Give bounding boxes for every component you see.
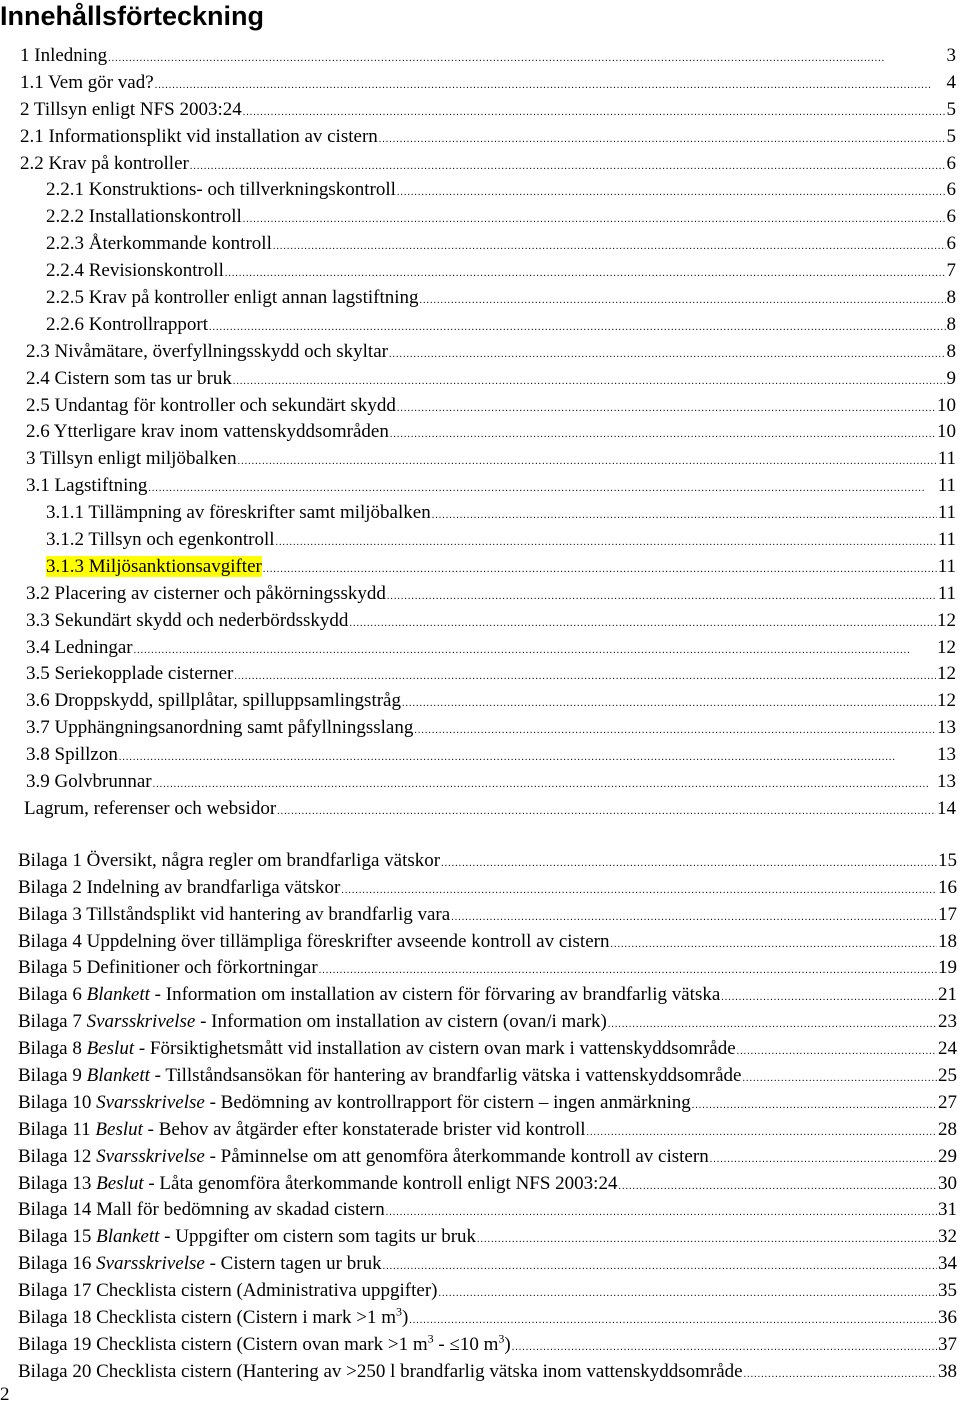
toc-entry[interactable] [0,635,960,662]
toc-entry[interactable] [0,500,960,527]
appendix-title-rest: - Uppgifter om cistern som tagits ur bruk [159,1226,477,1248]
appendix-entry[interactable] [0,875,960,902]
dot-leader [387,584,937,608]
toc-entry-page: 10 [937,394,956,416]
dot-leader [432,503,937,527]
appendix-entry[interactable] [0,1359,960,1386]
toc-entry-page: 12 [937,663,956,685]
toc-entry[interactable] [0,177,960,204]
appendix-doc-type: Svarsskrivelse [96,1145,205,1167]
toc-entry-page: 12 [937,609,956,631]
toc-entry-page: 13 [937,771,956,793]
toc-entry[interactable] [0,231,960,258]
toc-entry[interactable] [0,769,960,796]
appendix-title [18,1144,709,1171]
toc-entry-title: 3.6 Droppskydd, spillplåtar, spilluppsamlingstråg [26,690,401,712]
toc-entry[interactable] [0,581,960,608]
dot-leader [610,932,937,956]
appendix-page: 19 [938,957,957,979]
toc-entry[interactable] [0,151,960,178]
toc-entry-title: 2.2.3 Återkommande kontroll [46,233,272,255]
page-title: Innehållsförteckning [0,1,265,31]
toc-entry-page: 11 [937,582,956,604]
toc-entry-page: 8 [946,287,956,309]
appendix-entry[interactable] [0,848,960,875]
appendix-title [18,1063,741,1090]
toc-entry-title: 2.5 Undantag för kontroller och sekundärt skydd [26,394,396,416]
superscript: 3 [498,1331,505,1346]
toc-entry[interactable] [0,70,960,97]
toc-entry[interactable] [0,419,960,446]
appendix-title [18,1171,617,1198]
appendix-entry[interactable] [0,1009,960,1036]
toc-entry-page: 12 [937,636,956,658]
appendix-title [18,1197,385,1224]
dot-leader [389,342,946,366]
appendix-page: 38 [938,1360,957,1382]
appendix-title [18,1278,437,1305]
dot-leader [134,638,936,662]
toc-entry-title: 2.4 Cistern som tas ur bruk [26,367,232,389]
dot-leader [710,1147,937,1171]
appendix-entry[interactable] [0,1171,960,1198]
dot-leader [692,1093,937,1117]
appendix-entry[interactable] [0,1117,960,1144]
toc-entry-title: 3.9 Golvbrunnar [26,771,152,793]
toc-entry-page: 8 [946,313,956,335]
toc-entry[interactable] [0,446,960,473]
appendix-title-rest: - Påminnelse om att genomföra återkommande kontroll av cistern [204,1145,709,1167]
dot-leader [409,1308,937,1332]
appendix-title [18,875,340,902]
appendix-entry[interactable] [0,929,960,956]
appendix-title-rest: - Cistern tagen ur bruk [204,1253,382,1275]
appendix-title-prefix: Bilaga 15 [18,1226,97,1248]
appendix-title-prefix: Bilaga 17 Checklista cistern (Administrativa uppgifter) [18,1280,438,1302]
dot-leader [108,46,945,70]
appendix-title-prefix: Bilaga 12 [18,1145,97,1167]
toc-entry[interactable] [0,124,960,151]
dot-leader [277,799,936,823]
toc-entry-title: 3.4 Ledningar [26,636,133,658]
dot-leader [441,851,937,875]
appendix-title-prefix: Bilaga 19 Checklista cistern (Cistern ovan mark >1 m [18,1333,428,1355]
toc-entry-page: 10 [937,421,956,443]
toc-entry[interactable] [0,715,960,742]
toc-entry[interactable] [0,97,960,124]
toc-entry[interactable] [0,312,960,339]
toc-entry-title: 3.8 Spillzon [26,744,118,766]
dot-leader [349,611,936,635]
appendix-page: 16 [938,876,957,898]
toc-entry-title: 2 Tillsyn enligt NFS 2003:24 [20,98,242,120]
appendix-doc-type: Blankett [96,1226,160,1248]
toc-entry-page: 6 [946,152,956,174]
appendix-entry[interactable] [0,1224,960,1251]
appendix-title-prefix: Bilaga 6 [18,984,87,1006]
appendix-entry[interactable] [0,1305,960,1332]
dot-leader [238,449,937,473]
dot-leader [190,154,946,178]
toc-entry-title: 2.2.5 Krav på kontroller enligt annan lagstiftning [46,287,419,309]
appendix-title-prefix: Bilaga 1 Översikt, några regler om brandfarliga vätskor [18,849,441,871]
appendix-page: 25 [938,1064,957,1086]
appendix-entry[interactable] [0,982,960,1009]
appendix-page: 15 [938,849,957,871]
appendix-doc-type: Svarsskrivelse [86,1011,196,1033]
toc-entry-page: 11 [937,555,956,577]
appendix-title-prefix: Bilaga 3 Tillståndsplikt vid hantering av brandfarlig vara [18,903,451,925]
toc-entry-title: 3.5 Seriekopplade cisterner [26,663,234,685]
dot-leader [234,664,936,688]
appendix-page: 28 [938,1118,957,1140]
appendix-title [18,1117,586,1144]
appendix-title [18,982,720,1009]
appendix-title-tail: - ≤10 m [433,1333,499,1355]
appendix-doc-type: Blankett [86,984,150,1006]
appendix-title [18,1036,736,1063]
toc-entry-title: 2.3 Nivåmätare, överfyllningsskydd och skyltar [26,340,388,362]
toc-entry-page: 14 [937,797,956,819]
dot-leader [587,1120,937,1144]
dot-leader [420,288,946,312]
toc-entry-page: 7 [946,260,956,282]
toc-entry-page: 6 [946,206,956,228]
appendix-title-rest: - Tillståndsansökan för hantering av brandfarlig vätska i vattenskyddsområde [149,1064,742,1086]
dot-leader [608,1012,937,1036]
toc-entry-page: 13 [937,717,956,739]
toc-entry-page: 6 [946,233,956,255]
appendix-entry[interactable] [0,1278,960,1305]
appendix-title-prefix: Bilaga 16 [18,1253,97,1275]
appendix-page: 31 [938,1199,957,1221]
appendix-doc-type: Svarsskrivelse [96,1091,205,1113]
toc-entry-title: 2.2.4 Revisionskontroll [46,260,224,282]
superscript: 3 [427,1331,434,1346]
appendix-page: 27 [938,1091,957,1113]
appendix-page: 23 [938,1011,957,1033]
appendix-title [18,955,318,982]
appendix-doc-type: Beslut [95,1118,143,1140]
dot-leader [273,234,946,258]
appendix-entry[interactable] [0,1144,960,1171]
dot-leader [119,745,936,769]
toc-entry-page: 5 [946,125,956,147]
toc-entry-title: 3.2 Placering av cisterner och påkörningsskydd [26,582,386,604]
section-gap [0,823,960,848]
appendix-title-prefix: Bilaga 20 Checklista cistern (Hantering av >250 l brandfarlig vätska inom vattenskyddsområde [18,1360,743,1382]
dot-leader [742,1066,937,1090]
dot-leader [225,261,946,285]
appendix-title-rest: - Låta genomföra återkommande kontroll enligt NFS 2003:24 [143,1172,618,1194]
appendix-title-prefix: Bilaga 13 [18,1172,97,1194]
toc-entry[interactable] [0,688,960,715]
appendix-entry[interactable] [0,1090,960,1117]
appendix-entry[interactable] [0,1036,960,1063]
toc-entry[interactable] [0,608,960,635]
appendix-doc-type: Blankett [86,1064,150,1086]
appendix-title [18,1224,476,1251]
appendix-page: 34 [938,1253,957,1275]
toc-entry[interactable] [0,554,960,581]
dot-leader [386,1200,937,1224]
appendix-entry[interactable] [0,955,960,982]
dot-leader [233,369,946,393]
appendix-doc-type: Beslut [96,1172,144,1194]
toc-entry-title: 2.2.2 Installationskontroll [46,206,242,228]
toc-entry[interactable] [0,742,960,769]
appendix-title [18,1009,607,1036]
appendix-title-prefix: Bilaga 10 [18,1091,97,1113]
toc-entry[interactable] [0,796,960,823]
dot-leader [414,718,936,742]
toc-entry[interactable] [0,366,960,393]
toc-entry-title: 2.2.1 Konstruktions- och tillverkningskontroll [46,179,396,201]
toc-entry-page: 3 [946,45,956,66]
appendix-title-rest: - Information om installation av cistern för förvaring av brandfarlig vätska [149,984,721,1006]
toc-entry-title: 3 Tillsyn enligt miljöbalken [26,448,237,470]
toc-entry-title: 3.1.1 Tillämpning av föreskrifter samt miljöbalken [46,502,431,524]
toc-entry-title: 2.6 Ytterligare krav inom vattenskyddsområden [26,421,389,443]
dot-leader [451,905,937,929]
page-number: 2 [0,1384,10,1405]
toc-entry-page: 9 [946,367,956,389]
dot-leader [618,1174,937,1198]
toc-entry-title: 3.7 Upphängningsanordning samt påfyllningsslang [26,717,414,739]
appendix-entry[interactable] [0,1332,960,1359]
superscript: 3 [395,1304,402,1319]
dot-leader [341,878,937,902]
toc-entry-page: 11 [937,529,956,551]
toc-entry-title: 3.3 Sekundärt skydd och nederbördsskydd [26,609,349,631]
dot-leader [512,1335,937,1359]
dot-leader [276,530,937,554]
toc-entry-page: 4 [946,71,956,93]
toc-entry-page: 13 [937,744,956,766]
appendix-entry[interactable] [0,1251,960,1278]
toc-entry-title: 3.1.2 Tillsyn och egenkontroll [46,529,275,551]
toc-entry-title [46,554,262,581]
dot-leader [319,958,937,982]
toc-entry-page: 5 [946,98,956,120]
appendix-page: 30 [938,1172,957,1194]
appendix-entry[interactable] [0,902,960,929]
appendix-title-prefix: Bilaga 18 Checklista cistern (Cistern i mark >1 m [18,1306,396,1328]
dot-leader [263,557,937,581]
appendix-title [18,1359,743,1386]
toc-entry[interactable] [0,527,960,554]
toc-entry-page: 11 [937,448,956,470]
appendix-page: 17 [938,903,957,925]
toc-entry-title: 1.1 Vem gör vad? [20,71,154,93]
dot-leader [477,1227,937,1251]
toc-entry-page: 11 [937,502,956,524]
dot-leader [390,422,936,446]
appendix-title-prefix: Bilaga 4 Uppdelning över tillämpliga föreskrifter avseende kontroll av cistern [18,930,610,952]
toc-entry[interactable] [0,393,960,420]
dot-leader [397,180,946,204]
toc-entry-page: 8 [946,340,956,362]
appendix-doc-type: Beslut [86,1038,135,1060]
dot-leader [744,1362,937,1386]
toc-entry[interactable] [0,258,960,285]
toc-entry-page: 11 [937,475,956,497]
appendix-title [18,929,609,956]
toc-entry-title: Lagrum, referenser och websidor [24,797,277,819]
appendix-page: 21 [938,984,957,1006]
appendix-title [18,1251,382,1278]
dot-leader [243,100,946,124]
dot-leader [438,1281,937,1305]
dot-leader [148,476,936,500]
dot-leader [721,985,937,1009]
appendix-title-prefix: Bilaga 5 Definitioner och förkortningar [18,957,318,979]
appendix-page: 37 [938,1333,957,1355]
appendix-title [18,848,440,875]
appendix-page: 35 [938,1280,957,1302]
appendix-title [18,1090,691,1117]
dot-leader [383,1254,937,1278]
appendix-title-tail: ) [504,1333,511,1355]
toc-entry-highlight: 3.1.3 Miljösanktionsavgifter [46,555,262,577]
toc-entry-title: 3.1 Lagstiftning [26,475,148,497]
dot-leader [243,207,946,231]
appendix-title-prefix: Bilaga 7 [18,1011,87,1033]
dot-leader [155,73,946,97]
appendix-title-tail: ) [401,1306,409,1328]
toc-entry-page: 12 [937,690,956,712]
toc-entry[interactable] [0,43,960,70]
dot-leader [379,127,946,151]
appendix-title-rest: - Information om installation av cistern (ovan/i mark) [195,1011,607,1033]
dot-leader [209,315,945,339]
appendix-page: 18 [938,930,957,952]
appendix-title-rest: - Försiktighetsmått vid installation av cistern ovan mark i vattenskyddsområde [134,1038,736,1060]
toc-entry[interactable] [0,473,960,500]
dot-leader [737,1039,937,1063]
toc-entry-page: 6 [946,179,956,201]
toc-entry[interactable] [0,204,960,231]
appendix-title [18,1332,511,1359]
appendix-title [18,902,450,929]
appendix-page: 36 [938,1306,957,1328]
appendix-entry[interactable] [0,1197,960,1224]
appendix-title [18,1305,408,1332]
appendix-title-prefix: Bilaga 14 Mall för bedömning av skadad cistern [18,1199,385,1221]
appendix-doc-type: Svarsskrivelse [96,1253,205,1275]
appendix-entry[interactable] [0,1063,960,1090]
dot-leader [153,772,936,796]
dot-leader [397,396,936,420]
appendix-title-prefix: Bilaga 2 Indelning av brandfarliga vätskor [18,876,341,898]
appendix-title-prefix: Bilaga 9 [18,1064,87,1086]
toc-entry[interactable] [0,661,960,688]
dot-leader [402,691,936,715]
appendix-title-rest: - Behov av åtgärder efter konstaterade brister vid kontroll [142,1118,586,1140]
toc-entry-title: 2.2 Krav på kontroller [20,152,189,174]
toc-entry-title: 2.2.6 Kontrollrapport [46,313,209,335]
toc-entry[interactable] [0,285,960,312]
appendix-title-rest: - Bedömning av kontrollrapport för cistern – ingen anmärkning [204,1091,691,1113]
appendix-page: 29 [938,1145,957,1167]
appendix-title-prefix: Bilaga 11 [18,1118,96,1140]
appendix-page: 32 [938,1226,957,1248]
toc-entry[interactable] [0,339,960,366]
toc-entry-title: 1 Inledning [20,45,108,66]
toc-entry-title: 2.1 Informationsplikt vid installation av cistern [20,125,378,147]
appendix-page: 24 [938,1038,957,1060]
table-of-contents [0,43,960,1386]
appendix-title-prefix: Bilaga 8 [18,1038,87,1060]
